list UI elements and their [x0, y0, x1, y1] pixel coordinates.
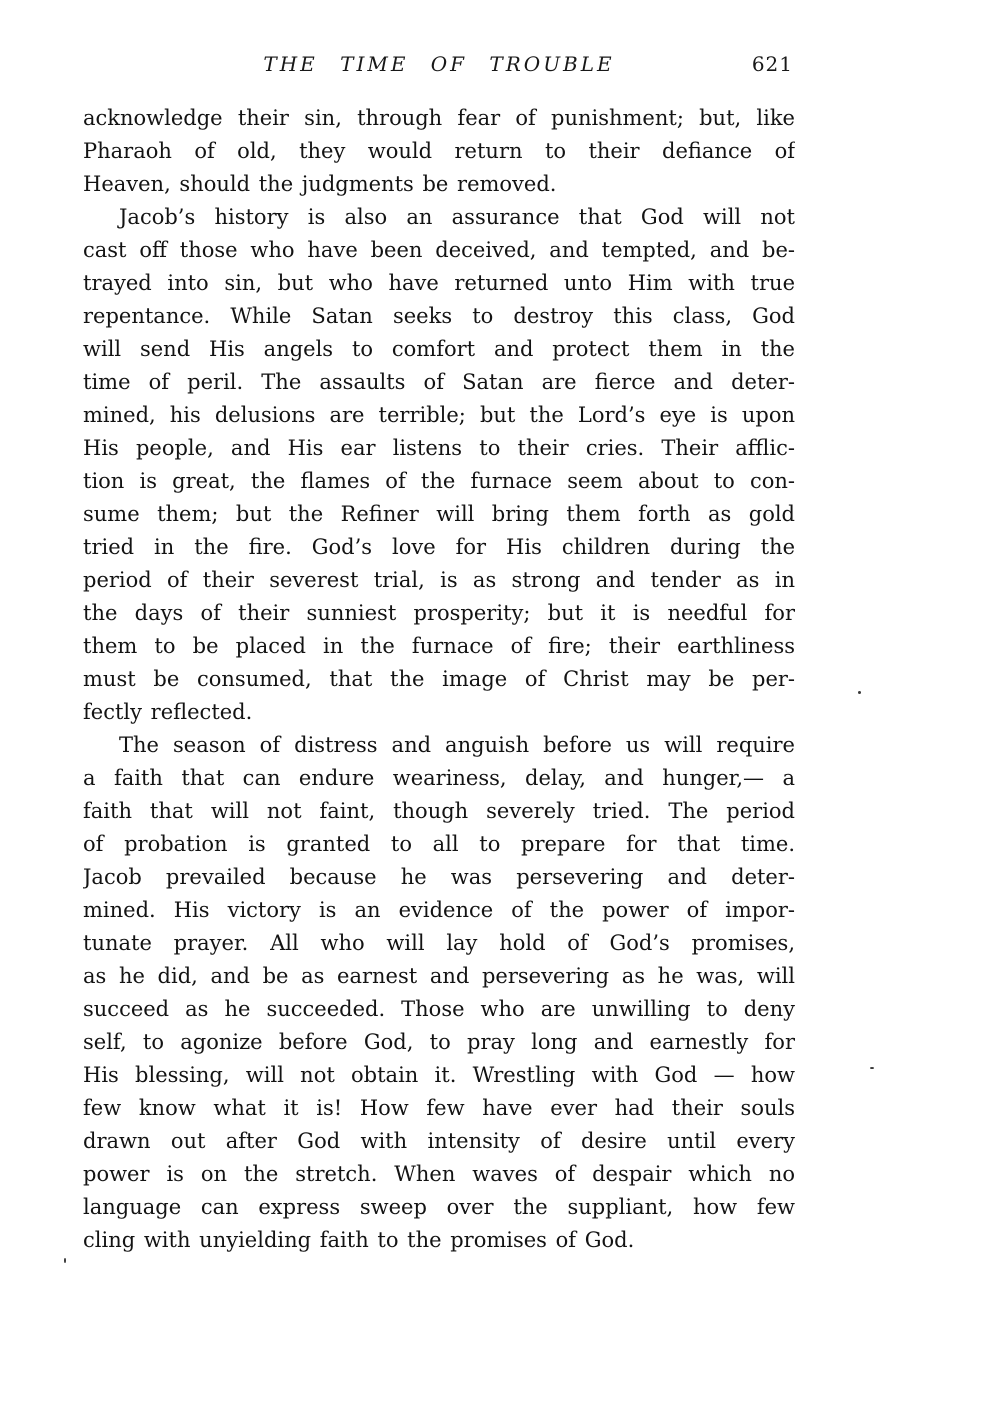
text-line: language can express sweep over the suppliant, how few — [83, 1195, 795, 1219]
text-line: The season of distress and anguish before us will require — [119, 733, 795, 757]
text-line: Heaven, should the judgments be removed. — [83, 172, 557, 196]
text-line: as he did, and be as earnest and persevering as he was, will — [83, 964, 795, 988]
text-line: self, to agonize before God, to pray long and earnestly for — [83, 1030, 795, 1054]
text-line: fectly reflected. — [83, 700, 253, 724]
text-line: cast off those who have been deceived, and tempted, and be- — [83, 238, 795, 262]
body-text — [83, 102, 795, 1257]
text-line: succeed as he succeeded. Those who are unwilling to deny — [83, 997, 795, 1021]
text-line: Jacob prevailed because he was persevering and deter- — [83, 865, 795, 889]
page-header — [83, 52, 795, 82]
text-line: His people, and His ear listens to their cries. Their afflic- — [83, 436, 795, 460]
text-line: tried in the fire. God’s love for His children during the — [83, 535, 795, 559]
text-line: them to be placed in the furnace of fire; their earthliness — [83, 634, 795, 658]
text-line: trayed into sin, but who have returned unto Him with true — [83, 271, 795, 295]
text-line: His blessing, will not obtain it. Wrestling with God — how — [83, 1063, 795, 1087]
text-line: mined. His victory is an evidence of the power of impor- — [83, 898, 795, 922]
text-line: of probation is granted to all to prepare for that time. — [83, 832, 795, 856]
paragraph — [83, 102, 795, 201]
text-line: cling with unyielding faith to the promises of God. — [83, 1228, 635, 1252]
paragraph — [83, 201, 795, 729]
page-number: 621 — [751, 52, 793, 76]
text-line: power is on the stretch. When waves of despair which no — [83, 1162, 795, 1186]
text-line: repentance. While Satan seeks to destroy this class, God — [83, 304, 795, 328]
text-line: will send His angels to comfort and protect them in the — [83, 337, 795, 361]
paragraph — [83, 729, 795, 1257]
text-line: Jacob’s history is also an assurance that God will not — [119, 205, 795, 229]
text-line: acknowledge their sin, through fear of punishment; but, like — [83, 106, 795, 130]
scan-speck — [870, 1067, 874, 1069]
text-line: faith that will not faint, though severely tried. The period — [83, 799, 795, 823]
text-line: time of peril. The assaults of Satan are fierce and deter- — [83, 370, 795, 394]
text-line: must be consumed, that the image of Christ may be per- — [83, 667, 795, 691]
text-line: the days of their sunniest prosperity; but it is needful for — [83, 601, 795, 625]
scan-speck — [64, 1258, 66, 1263]
text-line: mined, his delusions are terrible; but the Lord’s eye is upon — [83, 403, 795, 427]
text-line: tunate prayer. All who will lay hold of God’s promises, — [83, 931, 795, 955]
text-line: tion is great, the flames of the furnace seem about to con- — [83, 469, 795, 493]
text-line: a faith that can endure weariness, delay, and hunger,— a — [83, 766, 795, 790]
text-line: sume them; but the Refiner will bring them forth as gold — [83, 502, 795, 526]
text-line: few know what it is! How few have ever had their souls — [83, 1096, 795, 1120]
text-line: Pharaoh of old, they would return to their defiance of — [83, 139, 795, 163]
text-line: drawn out after God with intensity of desire until every — [83, 1129, 795, 1153]
scan-speck — [858, 691, 861, 694]
text-line: period of their severest trial, is as strong and tender as in — [83, 568, 795, 592]
running-head-title: THE TIME OF TROUBLE — [263, 52, 615, 76]
